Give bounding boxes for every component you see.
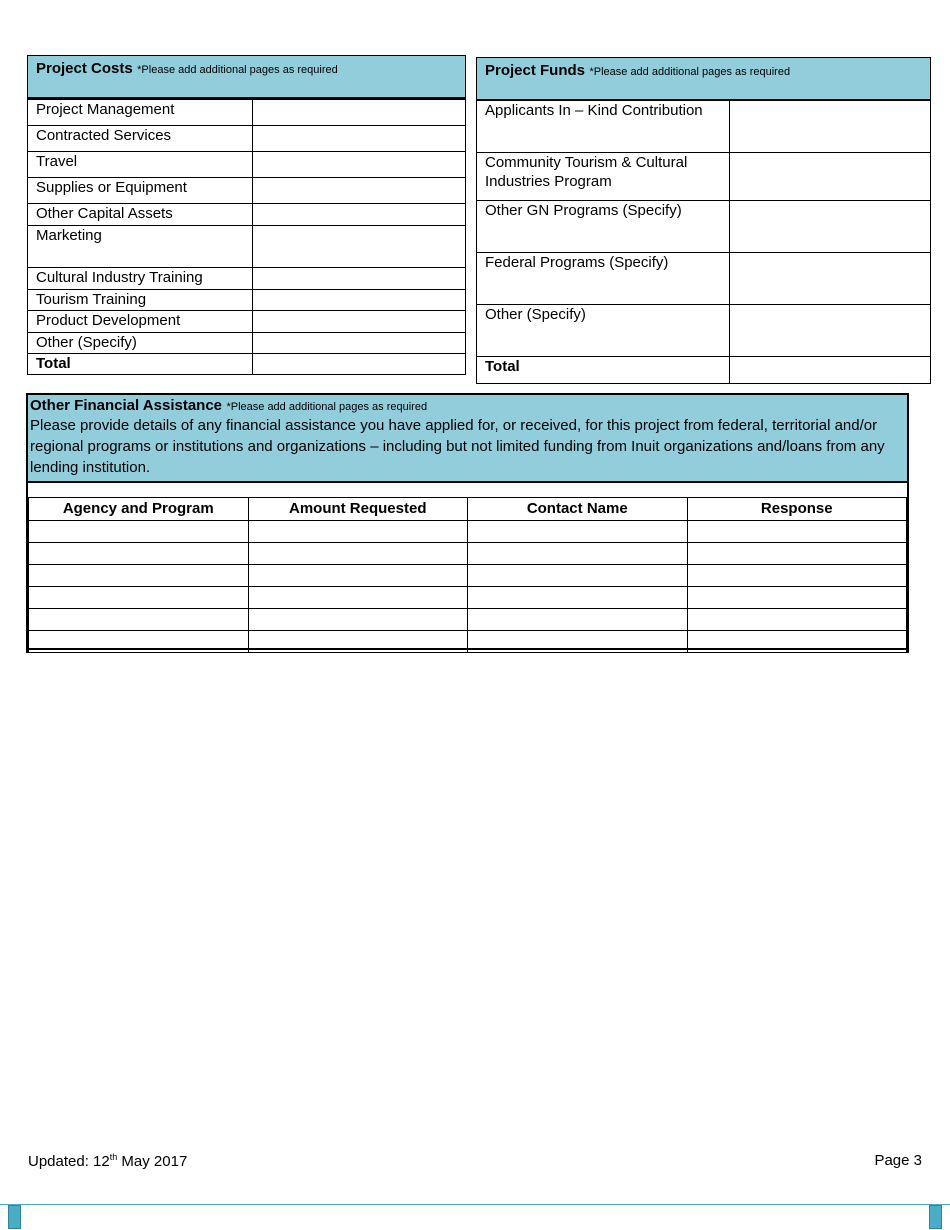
- column-header-contact: Contact Name: [468, 498, 688, 521]
- fund-label: Federal Programs (Specify): [477, 253, 730, 305]
- response-cell[interactable]: [687, 521, 907, 543]
- cost-label: Tourism Training: [28, 290, 253, 311]
- cost-amount-field[interactable]: [253, 204, 466, 226]
- table-row: [29, 565, 907, 587]
- fund-label: Community Tourism & Cultural Industries Program: [477, 153, 730, 201]
- agency-cell[interactable]: [29, 587, 249, 609]
- contact-cell[interactable]: [468, 565, 688, 587]
- table-row: [29, 587, 907, 609]
- project-funds-title: Project Funds: [485, 62, 586, 79]
- cost-label: Supplies or Equipment: [28, 178, 253, 204]
- cost-label: Product Development: [28, 311, 253, 333]
- updated-prefix: Updated: 12: [28, 1153, 110, 1170]
- table-row: [29, 543, 907, 565]
- amount-cell[interactable]: [248, 609, 468, 631]
- cost-amount-field[interactable]: [253, 290, 466, 311]
- amount-cell[interactable]: [248, 521, 468, 543]
- agency-cell[interactable]: [29, 543, 249, 565]
- cost-total-label: Total: [28, 354, 253, 375]
- agency-cell[interactable]: [29, 565, 249, 587]
- cost-amount-field[interactable]: [253, 268, 466, 290]
- fund-label: Other GN Programs (Specify): [477, 201, 730, 253]
- cost-total-field[interactable]: [253, 354, 466, 375]
- cost-label: Project Management: [28, 100, 253, 126]
- fund-amount-field[interactable]: [730, 101, 931, 153]
- amount-cell[interactable]: [248, 543, 468, 565]
- fund-label: Other (Specify): [477, 305, 730, 357]
- project-funds-table: [476, 100, 931, 384]
- cost-label: Cultural Industry Training: [28, 268, 253, 290]
- updated-ordinal: th: [109, 1152, 118, 1162]
- fund-amount-field[interactable]: [730, 153, 931, 201]
- other-financial-assistance-section: [26, 393, 909, 653]
- cost-label: Contracted Services: [28, 126, 253, 152]
- cost-amount-field[interactable]: [253, 100, 466, 126]
- fund-amount-field[interactable]: [730, 201, 931, 253]
- cost-amount-field[interactable]: [253, 226, 466, 268]
- project-funds-note: *Please add additional pages as required: [589, 66, 791, 78]
- table-header-row: [29, 498, 907, 521]
- cost-label: Other Capital Assets: [28, 204, 253, 226]
- cost-amount-field[interactable]: [253, 126, 466, 152]
- column-header-agency: Agency and Program: [29, 498, 249, 521]
- cost-amount-field[interactable]: [253, 152, 466, 178]
- response-cell[interactable]: [687, 565, 907, 587]
- amount-cell[interactable]: [248, 587, 468, 609]
- page-number: Page 3: [874, 1152, 922, 1169]
- section-border-bottom: [26, 648, 909, 650]
- project-costs-header: [27, 55, 466, 99]
- project-costs-section: [27, 55, 466, 375]
- column-header-response: Response: [687, 498, 907, 521]
- project-costs-note: *Please add additional pages as required: [137, 64, 338, 76]
- response-cell[interactable]: [687, 543, 907, 565]
- project-costs-title: Project Costs: [36, 60, 133, 77]
- project-funds-header: [476, 57, 931, 100]
- amount-cell[interactable]: [248, 565, 468, 587]
- agency-cell[interactable]: [29, 609, 249, 631]
- cost-amount-field[interactable]: [253, 333, 466, 354]
- column-header-amount: Amount Requested: [248, 498, 468, 521]
- contact-cell[interactable]: [468, 521, 688, 543]
- cost-label: Marketing: [28, 226, 253, 268]
- fund-total-field[interactable]: [730, 357, 931, 384]
- cost-amount-field[interactable]: [253, 311, 466, 333]
- updated-suffix: May 2017: [117, 1153, 188, 1170]
- contact-cell[interactable]: [468, 609, 688, 631]
- agency-cell[interactable]: [29, 521, 249, 543]
- other-assistance-header: [28, 395, 907, 483]
- other-assistance-note: *Please add additional pages as required: [226, 401, 428, 413]
- other-assistance-title: Other Financial Assistance: [30, 397, 223, 414]
- footer-left-tab: [8, 1205, 21, 1229]
- cost-label: Travel: [28, 152, 253, 178]
- updated-date: [28, 1152, 187, 1170]
- response-cell[interactable]: [687, 587, 907, 609]
- fund-amount-field[interactable]: [730, 305, 931, 357]
- fund-amount-field[interactable]: [730, 253, 931, 305]
- spacer: [28, 483, 907, 497]
- contact-cell[interactable]: [468, 543, 688, 565]
- other-assistance-table: [28, 497, 907, 653]
- table-row: [29, 521, 907, 543]
- project-costs-table: [27, 99, 466, 375]
- other-assistance-description: Please provide details of any financial assistance you have applied for, or received, for this project from federal, territorial and/or regional programs or institutions and organizations – including but not limited funding from Inuit organizations and/loans from any lending institution.: [30, 417, 885, 476]
- project-funds-section: [476, 57, 931, 384]
- cost-label: Other (Specify): [28, 333, 253, 354]
- response-cell[interactable]: [687, 609, 907, 631]
- contact-cell[interactable]: [468, 587, 688, 609]
- footer-divider: [0, 1204, 950, 1205]
- footer-right-tab: [929, 1205, 942, 1229]
- fund-label: Applicants In – Kind Contribution: [477, 101, 730, 153]
- fund-total-label: Total: [477, 357, 730, 384]
- cost-amount-field[interactable]: [253, 178, 466, 204]
- table-row: [29, 609, 907, 631]
